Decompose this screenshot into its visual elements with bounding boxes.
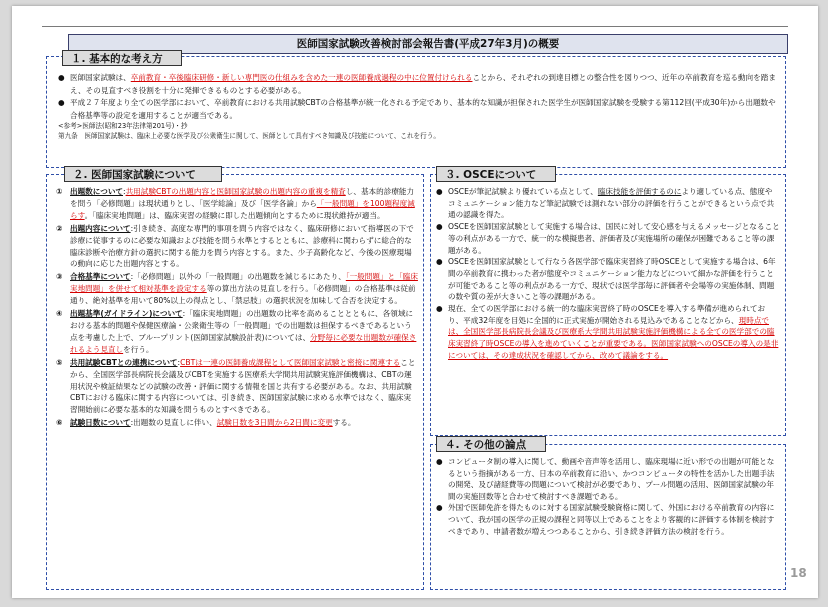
section-basic-principles-heading: １. 基本的な考え方 — [62, 50, 182, 66]
exam-item-cbt-cooperation: ⑤ 共用試験CBTとの連携について:CBTは一連の医師養成課程として医師国家試験と密接に関連することから、全国医学部長病院長会議及びCBTを実施する医療系大学間共用試験実施評価機構は、CBTの運用状況や検証結果などの試験の改善・評価に関する情報を国と共有する必要がある。なお、共用試験CBTにおける臨床に関する内容については、引き続き、医師国家試験に求める水準ではなく、臨床実習開始前に必要な基本的な知識を問うものとすべきである。 — [56, 357, 416, 415]
section-osce-body — [436, 186, 780, 362]
section-other-heading: ４. その他の論点 — [436, 436, 546, 452]
law-reference-text: 第九条 医師国家試験は、臨床上必要な医学及び公衆衛生に関して、医師として具有すべき知識及び技能について、これを行う。 — [58, 131, 440, 140]
section-exam-body — [56, 186, 418, 430]
exam-item-question-content: ② 出題内容について:引き続き、高度な専門的事項を問う内容ではなく、臨床研修において指導医の下で診療に従事するのに必要な知識および技能を問う水準とするとともに、診療科に関わらずに総合的な臨床診断や治療方針の選択に関する能力を問う内容とする。また、少子高齢化など、今後の医療現場の動向に応じた出題内容とする。 — [56, 223, 414, 269]
section-basic-principles-body — [58, 72, 780, 141]
basic-bullet-1: ● 医師国家試験は、卒前教育・卒後臨床研修・新しい専門医の仕組みを含めた一連の医師養成過程の中に位置付けられることから、それぞれの到達目標との整合性を図りつつ、近年の卒前教育を巡る動向を踏まえ、その見直すべき役割を十分に発揮できるものとする必要がある。 — [58, 73, 776, 95]
document-title: 医師国家試験改善検討部会報告書(平成27年3月)の概要 — [68, 34, 788, 54]
basic-bullet-2: ● 平成２７年度より全ての医学部において、卒前教育における共用試験CBTの合格基準が統一化される予定であり、基本的な知識が担保された医学生が医師国家試験を受験する第112回(平成30年)から出題数や合格基準等の設定を適用することが適当である。 — [58, 98, 776, 120]
exam-item-pass-criteria: ③ 合格基準について:「必修問題」以外の「一般問題」の出題数を減じるにあたり、「一般問題」と「臨床実地問題」を併せて相対基準を設定する等の算出方法の見直しを行う。「必修問題」の合格基準は従前通り、絶対基準を用いて80%以上の得点とし、「禁忌肢」の選択状況を加味して合否を決定する。 — [56, 272, 418, 306]
bullet-icon: ● — [58, 73, 65, 82]
section-exam-heading: ２. 医師国家試験について — [64, 166, 222, 182]
other-bullet-1: ● コンピュータ制の導入に関して、動画や音声等を活用し、臨床現場に近い形での出題が可能となるという指摘がある一方、日本の卒前教育に沿い、かつコンピュータの特性を活かした出題手法の開発、及び諸経費等の問題について検討が必要であり、プール問題の活用、医師国家試験の年間の実施回数等と合わせて検討すべき課題である。 — [436, 457, 775, 501]
bullet-icon: ● — [58, 98, 65, 108]
osce-bullet-2: ● OSCEを医師国家試験として実施する場合は、国民に対して安心感を与えるメッセージとなること等の利点がある一方で、統一的な模擬患者、評価者及び実施場所の確保が困難であること等の課題がある。 — [436, 222, 780, 255]
other-bullet-2: ● 外国で医師免許を得たものに対する国家試験受験資格に関して、外国における卒前教育の内容について、我が国の医学の正規の課程と同等以上であることをより客観的に評価する体制を検討すべきであり、申請者数が増えつつあることから、引き続き評価方法の検討を行う。 — [436, 503, 775, 536]
bullet-icon: ● — [436, 257, 443, 267]
bullet-icon: ● — [436, 304, 443, 314]
slide — [12, 6, 818, 598]
bullet-icon: ● — [436, 457, 443, 466]
osce-bullet-3: ● OSCEを医師国家試験として行なう各医学部で臨床実習終了時OSCEとして実施する場合は、6年間の卒前教育に携わった者が態度やコミュニケーション能力などについて細かな評価を行うことが可能であること等の利点がある一方で、現状では医学部毎に評価者や会場等の実施体制、問題の数や質の差が大きいこと等の課題がある。 — [436, 257, 776, 302]
page-number: 18 — [790, 566, 807, 580]
bullet-icon: ● — [436, 222, 443, 232]
bullet-icon: ● — [436, 503, 443, 513]
top-rule — [42, 26, 788, 27]
section-other-body — [436, 456, 780, 537]
law-reference-label: <参考>医師法(昭和23年法律第201号)・抄 — [58, 122, 188, 131]
section-osce-heading: ３. OSCEについて — [436, 166, 556, 182]
exam-item-guidelines: ④ 出題基準(ガイドライン)について:「臨床実地問題」の出題数の比率を高めることとともに、各領域における基本的問題や保健医療論・公衆衛生等の「一般問題」での出題数は担保するべきであるという点を考慮した上で、ブループリント(医師国家試験設計表)については、分野毎に必要な出題数が確保されるよう見直しを行う。 — [56, 309, 417, 354]
osce-bullet-4: ● 現在、全ての医学部における統一的な臨床実習終了時のOSCEを導入する準備が進められており、平成32年度を目処に全国的に正式実施が開始される見込みであることなどから、現時点では、全国医学部長病院長会議及び医療系大学間共用試験実施評価機構による全ての医学部での臨床実習終了時OSCEの導入を進めていくことが重要である。医師国家試験へのOSCEの導入の是非については、その達成状況を確認してから、改めて議論をする。 — [436, 304, 779, 360]
exam-item-question-count: ① 出題数について:共用試験CBTの出題内容と医師国家試験の出題内容の重複を精査し、基本的診療能力を問う「必修問題」は現状通りとし、「医学総論」及び「医学各論」から「一般問題」を100題程度減らす。「臨床実地問題」は、臨床実習の経験に即した出題傾向とするために現状維持が適当。 — [56, 187, 415, 220]
osce-bullet-1: ● OSCEが筆記試験より優れている点として、臨床技能を評価するのにより適している点、態度やコミュニケーション能力など筆記試験では測れない部分の評価を行うことができるという点で共通の認識を得た。 — [436, 187, 775, 220]
exam-item-exam-days: ⑥ 試験日数について:出題数の見直しに伴い、試験日数を3日間から2日間に変更する。 — [56, 418, 356, 428]
bullet-icon: ● — [436, 187, 443, 196]
